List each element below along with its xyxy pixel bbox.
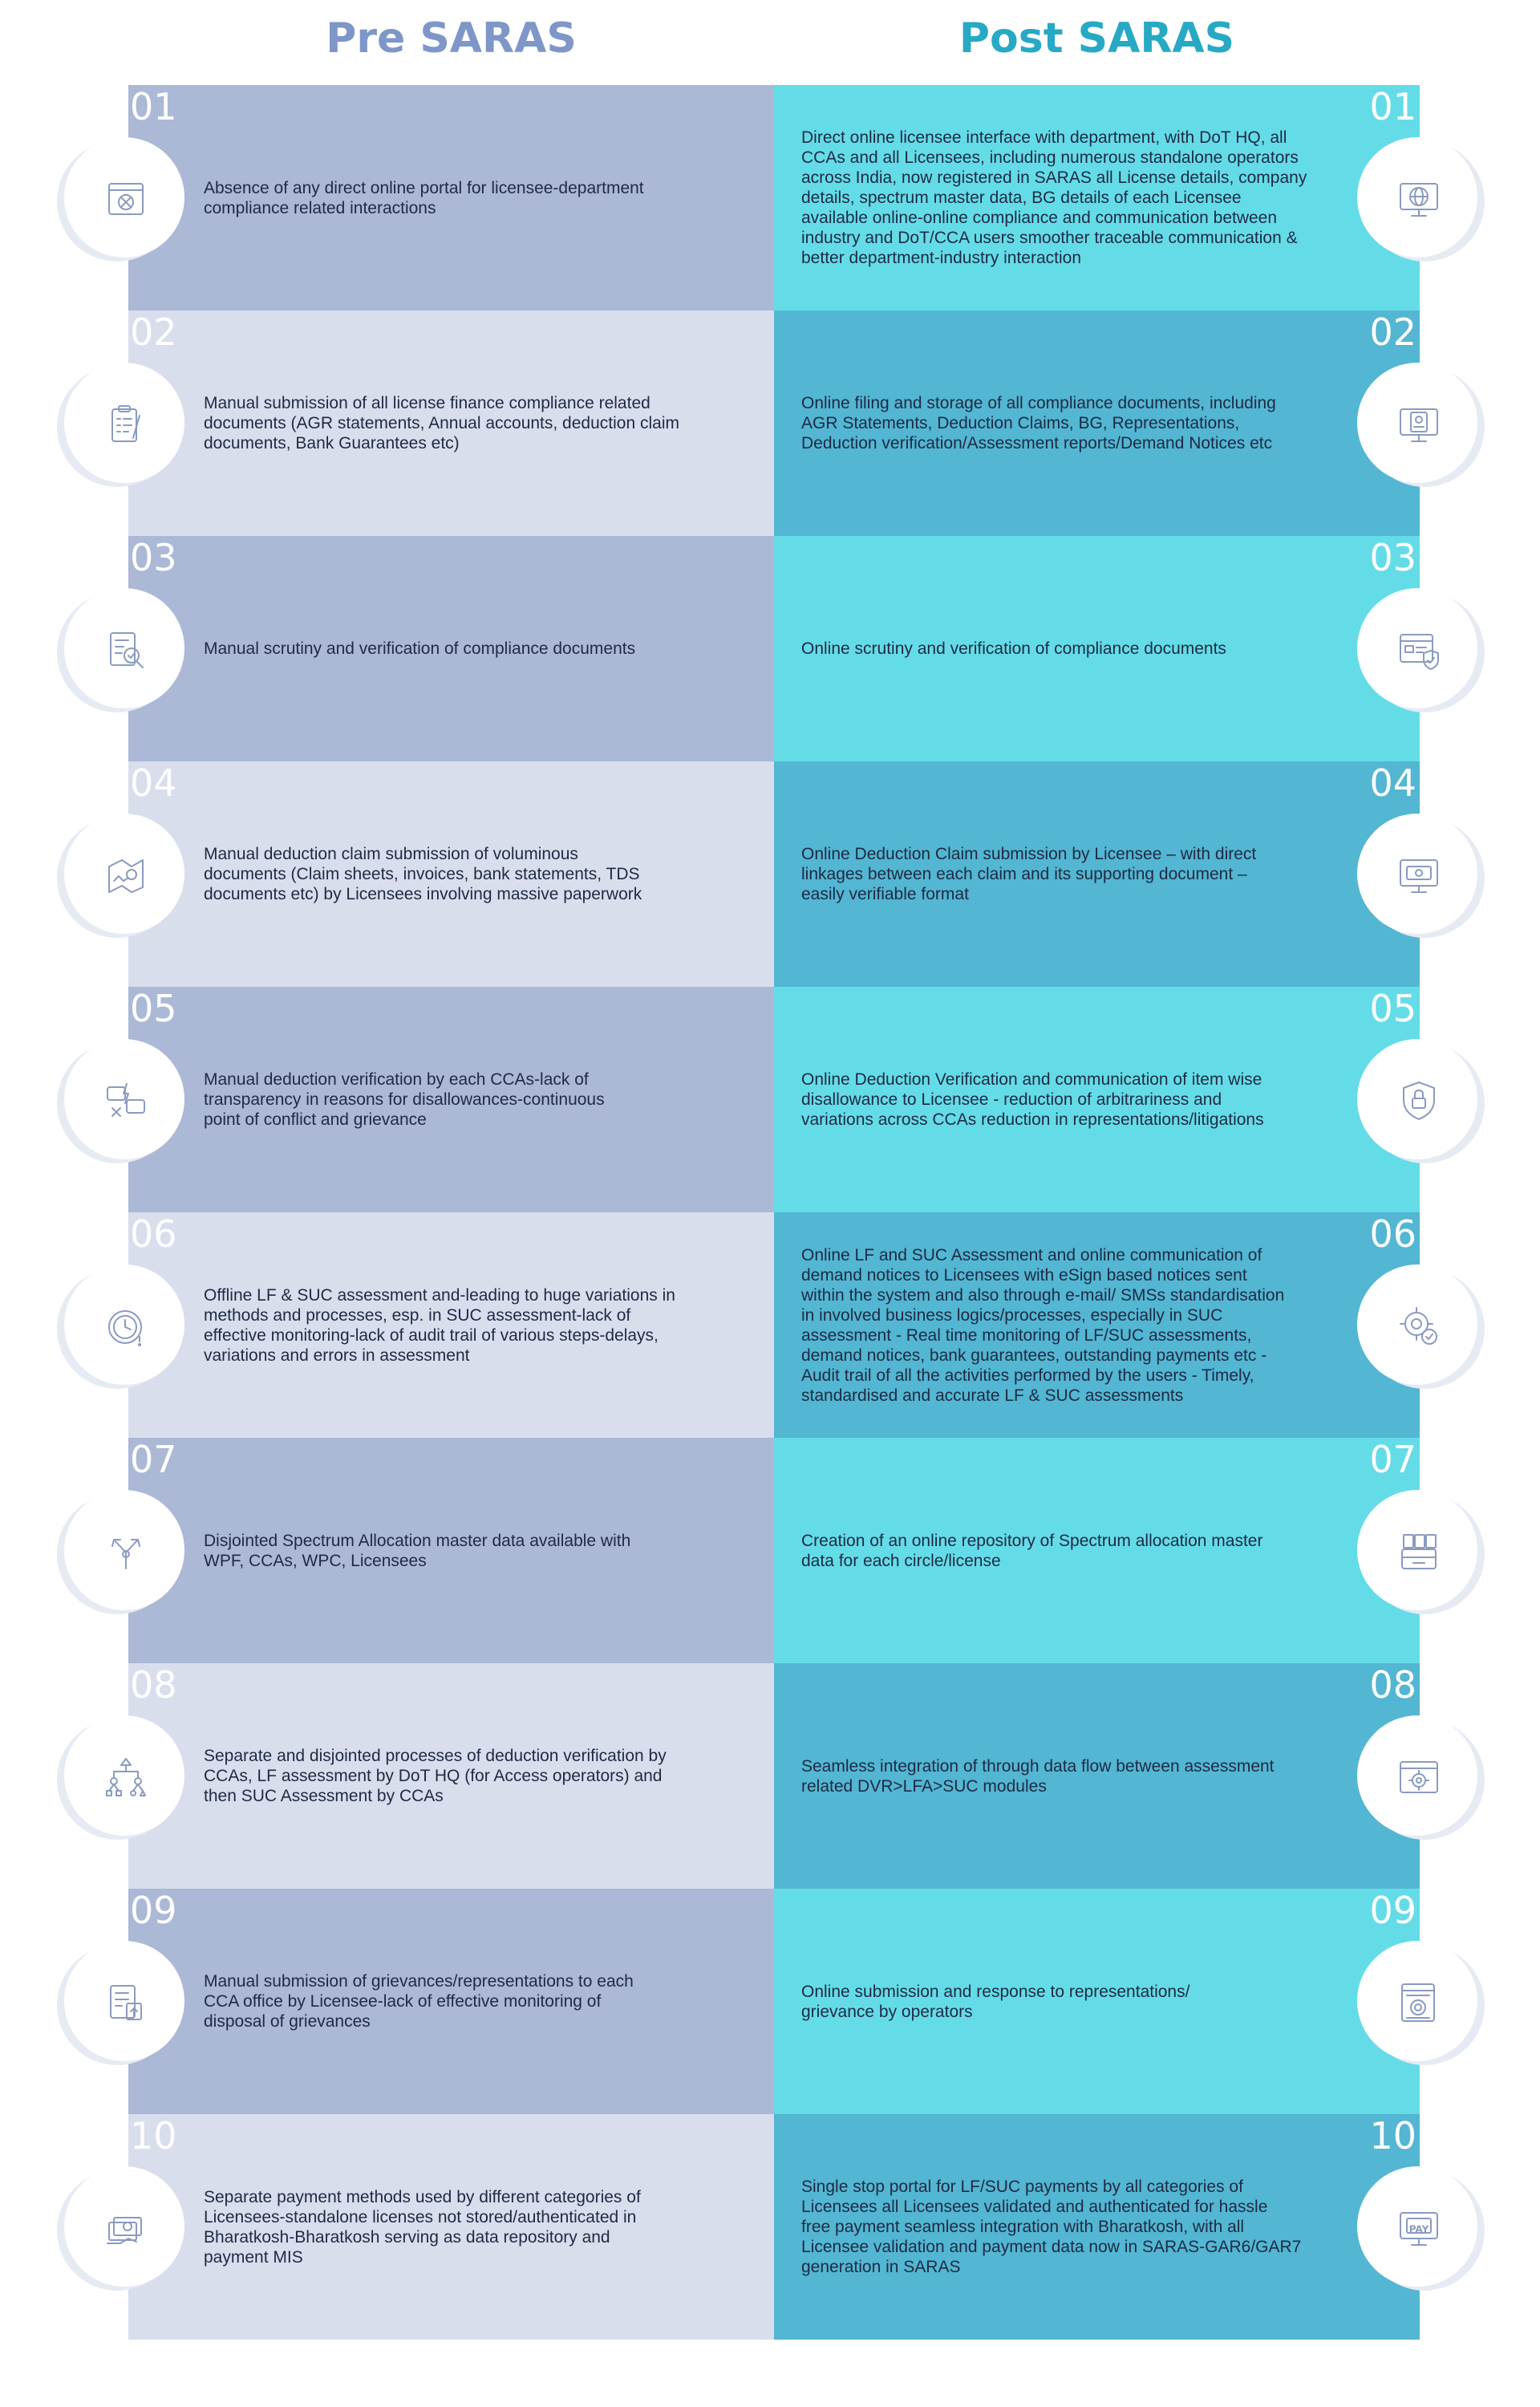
post-saras-cell	[774, 987, 1420, 1212]
pre-row-number: 06	[130, 1212, 177, 1256]
post-saras-cell	[774, 311, 1420, 536]
post-icon-badge	[1357, 363, 1477, 483]
pre-saras-text: Disjointed Spectrum Allocation master data available with WPF, CCAs, WPC, Licensees	[204, 1531, 631, 1570]
comparison-row	[0, 1663, 1540, 1889]
pre-icon-badge	[64, 1490, 184, 1610]
post-saras-text: Direct online licensee interface with department, with DoT HQ, all CCAs and all Licensees, including numerous standalone operators across India, now registered in SARAS all License details, company details, spectrum master data, BG details of each Licensee available online-online compliance and communication between industry and DoT/CCA users smoother traceable communication & better department-industry interaction	[801, 128, 1307, 267]
pre-icon-badge	[64, 1264, 184, 1385]
post-icon-badge	[1357, 1941, 1477, 2061]
pre-saras-cell	[128, 85, 774, 311]
comparison-table	[0, 85, 1540, 2340]
pre-saras-title: Pre SARAS	[326, 14, 577, 63]
pre-row-number: 04	[130, 761, 177, 805]
comparison-row	[0, 761, 1540, 987]
pre-icon-badge	[64, 2166, 184, 2287]
post-icon-badge	[1357, 814, 1477, 934]
post-saras-text: Single stop portal for LF/SUC payments by all categories of Licensees all Licensees validated and authenticated for hassle free payment seamless integration with Bharatkosh, with all Licensee validation and payment data now in SARAS-GAR6/GAR7 generation in SARAS	[801, 2178, 1302, 2276]
post-saras-text: Online scrutiny and verification of compliance documents	[801, 639, 1226, 658]
post-saras-text: Online Deduction Claim submission by Licensee – with direct linkages between each claim and its supporting document – easily verifiable format	[801, 845, 1257, 903]
comparison-row	[0, 1438, 1540, 1663]
post-saras-cell	[774, 1212, 1420, 1438]
comparison-row	[0, 987, 1540, 1212]
pre-icon-badge	[64, 1941, 184, 2061]
pre-icon-badge	[64, 588, 184, 708]
post-icon-badge	[1357, 137, 1477, 258]
pre-saras-cell	[128, 1663, 774, 1889]
header	[0, 0, 1540, 85]
pre-row-number: 10	[130, 2114, 177, 2157]
post-row-number: 09	[1369, 1889, 1416, 1932]
comparison-row	[0, 2114, 1540, 2340]
pre-saras-text: Offline LF & SUC assessment and-leading to huge variations in methods and processes, esp. in SUC assessment-lack of effective monitoring-lack of audit trail of various steps-delays, variations and errors in assessment	[204, 1285, 675, 1365]
pre-saras-text: Manual deduction verification by each CCAs-lack of transparency in reasons for disallowances-continuous point of conflict and grievance	[204, 1070, 605, 1129]
post-row-number: 03	[1369, 536, 1416, 579]
post-saras-title: Post SARAS	[958, 14, 1235, 63]
pre-saras-cell	[128, 2114, 774, 2340]
comparison-row	[0, 311, 1540, 536]
comparison-row	[0, 1889, 1540, 2114]
pre-saras-text: Manual submission of grievances/representations to each CCA office by Licensee-lack of effective monitoring of disposal of grievances	[204, 1972, 634, 2031]
pre-row-number: 07	[130, 1438, 177, 1481]
pre-row-number: 03	[130, 536, 177, 579]
pre-row-number: 08	[130, 1663, 177, 1707]
post-icon-badge	[1357, 1490, 1477, 1610]
post-row-number: 08	[1369, 1663, 1416, 1707]
post-icon-badge	[1357, 1039, 1477, 1159]
pre-saras-text: Manual deduction claim submission of voluminous documents (Claim sheets, invoices, bank statements, TDS documents etc) by Licensees involving massive paperwork	[204, 845, 642, 903]
pre-row-number: 01	[130, 85, 177, 128]
comparison-row	[0, 1212, 1540, 1438]
post-row-number: 07	[1369, 1438, 1416, 1481]
comparison-row	[0, 536, 1540, 761]
post-row-number: 04	[1369, 761, 1416, 805]
pre-row-number: 02	[130, 311, 177, 354]
pre-icon-badge	[64, 814, 184, 934]
pre-icon-badge	[64, 1039, 184, 1159]
pre-saras-cell	[128, 1212, 774, 1438]
pre-saras-text: Separate payment methods used by different categories of Licensees-standalone licenses not stored/authenticated in Bharatkosh-Bharatkosh serving as data repository and payment MIS	[204, 2187, 641, 2267]
pre-saras-text: Absence of any direct online portal for licensee-department compliance related interactions	[204, 178, 644, 217]
pre-saras-text: Separate and disjointed processes of deduction verification by CCAs, LF assessment by DoT HQ (for Access operators) and then SUC Assessment by CCAs	[204, 1747, 667, 1805]
post-icon-badge	[1357, 2166, 1477, 2287]
post-saras-text: Online LF and SUC Assessment and online communication of demand notices to Licensees with eSign based notices sent within the system and also through e-mail/ SMSs standardisation in involved business logics/processes, especially in SUC assessment - Real time monitoring of LF/SUC assessments, demand notices, bank guarantees, outstanding payments etc - Audit trail of all the activities performed by the users - Timely, standardised and accurate LF & SUC assessments	[801, 1245, 1285, 1405]
post-row-number: 05	[1369, 987, 1416, 1030]
pre-saras-cell	[128, 1889, 774, 2114]
comparison-row	[0, 85, 1540, 311]
post-saras-text: Seamless integration of through data flow between assessment related DVR>LFA>SUC modules	[801, 1756, 1275, 1796]
post-saras-cell	[774, 2114, 1420, 2340]
post-saras-cell	[774, 761, 1420, 987]
post-row-number: 10	[1369, 2114, 1416, 2157]
pre-saras-cell	[128, 1438, 774, 1663]
post-saras-text: Online submission and response to representations/ grievance by operators	[801, 1982, 1190, 2021]
pre-row-number: 09	[130, 1889, 177, 1932]
post-row-number: 02	[1369, 311, 1416, 354]
post-saras-text: Online filing and storage of all compliance documents, including AGR Statements, Deduction Claims, BG, Representations, Deduction verification/Assessment reports/Demand Notices etc	[801, 394, 1276, 453]
svg-text:PAY: PAY	[1408, 2223, 1429, 2235]
post-saras-cell	[774, 536, 1420, 761]
pre-saras-cell	[128, 987, 774, 1212]
pre-saras-cell	[128, 536, 774, 761]
post-saras-cell	[774, 1438, 1420, 1663]
post-saras-cell	[774, 85, 1420, 311]
pre-row-number: 05	[130, 987, 177, 1030]
pre-saras-text: Manual submission of all license finance compliance related documents (AGR statements, Annual accounts, deduction claim documents, Bank Guarantees etc)	[204, 394, 679, 453]
post-icon-badge	[1357, 1715, 1477, 1836]
pre-icon-badge	[64, 363, 184, 483]
pre-saras-cell	[128, 311, 774, 536]
post-saras-cell	[774, 1889, 1420, 2114]
post-icon-badge	[1357, 1264, 1477, 1385]
post-saras-text: Creation of an online repository of Spectrum allocation master data for each circle/license	[801, 1531, 1263, 1570]
post-row-number: 06	[1369, 1212, 1416, 1256]
pre-icon-badge	[64, 137, 184, 258]
pre-saras-text: Manual scrutiny and verification of compliance documents	[204, 639, 636, 658]
post-saras-cell	[774, 1663, 1420, 1889]
pre-saras-cell	[128, 761, 774, 987]
post-row-number: 01	[1369, 85, 1416, 128]
post-icon-badge	[1357, 588, 1477, 708]
post-saras-text: Online Deduction Verification and communication of item wise disallowance to Licensee - reduction of arbitrariness and variations across CCAs reduction in representations/litigations	[801, 1070, 1264, 1129]
pre-icon-badge	[64, 1715, 184, 1836]
